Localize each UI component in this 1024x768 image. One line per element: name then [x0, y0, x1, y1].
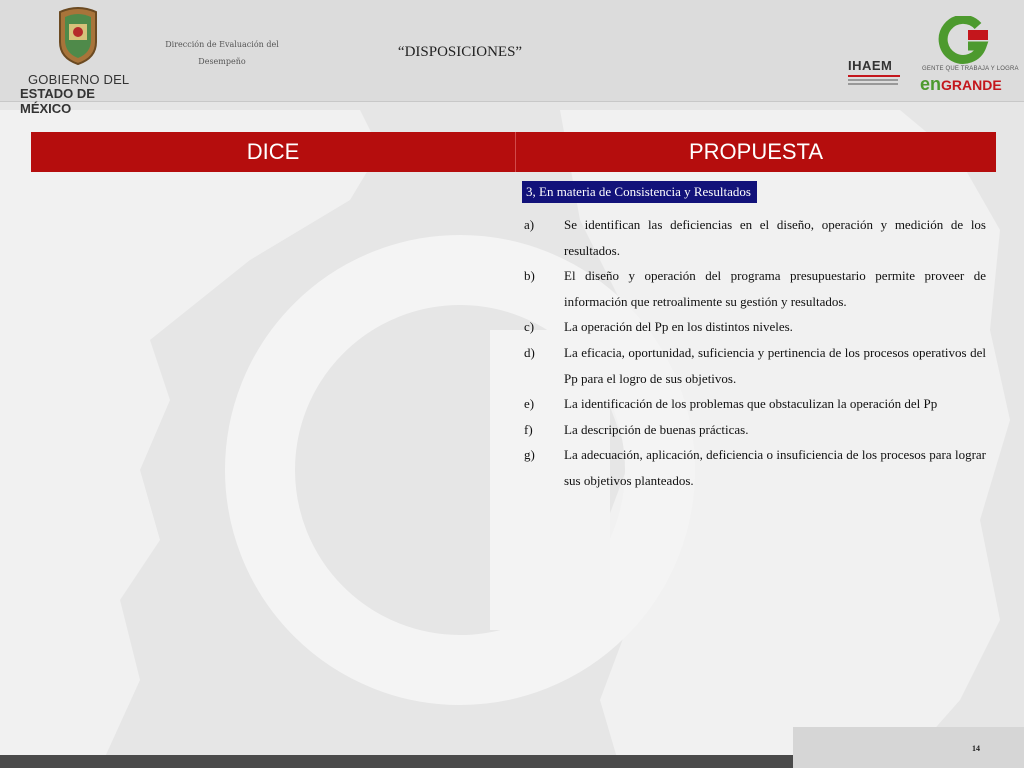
page-number-box — [793, 727, 1024, 768]
item-text: La adecuación, aplicación, deficiencia o insuficiencia de los procesos para lograr sus objetivos planteados. — [564, 447, 986, 488]
engrande-logo — [918, 16, 1018, 96]
ihaem-divider — [848, 75, 900, 77]
comparison-table-header — [31, 132, 996, 172]
item-text: El diseño y operación del programa presupuestario permite proveer de información que retroalimente su gestión y resultados. — [564, 268, 986, 309]
document-title: “DISPOSICIONES” — [397, 44, 523, 60]
item-text: La identificación de los problemas que obstaculizan la operación del Pp — [564, 396, 938, 412]
engrande-tagline: GENTE QUE TRABAJA Y LOGRA — [922, 66, 1019, 72]
government-logo — [8, 6, 148, 116]
list-item — [522, 263, 986, 314]
department-line1: Dirección de Evaluación del — [165, 40, 279, 49]
coat-of-arms-icon — [54, 6, 102, 66]
ihaem-subtitle-line — [848, 83, 898, 85]
gov-name-line2: ESTADO DE MÉXICO — [20, 86, 95, 116]
list-item — [522, 417, 986, 443]
item-text: La operación del Pp en los distintos niveles. — [564, 319, 793, 335]
gov-name-line1: GOBIERNO DEL — [28, 72, 130, 87]
engrande-wordmark — [920, 74, 1002, 95]
item-marker: c) — [524, 319, 535, 335]
item-marker: d) — [524, 344, 535, 360]
engrande-grande: GRANDE — [941, 77, 1002, 93]
item-marker: b) — [524, 268, 535, 284]
department-name — [160, 36, 284, 70]
page-number: 14 — [972, 744, 980, 753]
column-header-propuesta: PROPUESTA — [688, 139, 824, 164]
item-text: Se identifican las deficiencias en el diseño, operación y medición de los resultados. — [564, 217, 986, 258]
ihaem-subtitle-line — [848, 79, 898, 81]
ihaem-name: IHAEM — [848, 58, 893, 73]
list-item — [522, 314, 986, 340]
list-item — [522, 340, 986, 391]
list-item — [522, 442, 986, 493]
item-marker: f) — [524, 421, 533, 437]
list-item — [522, 212, 986, 263]
item-marker: a) — [524, 217, 535, 232]
item-text: La eficacia, oportunidad, suficiencia y pertinencia de los procesos operativos del Pp para el logro de sus objetivos. — [564, 344, 986, 386]
header-bar — [0, 0, 1024, 116]
item-text: La descripción de buenas prácticas. — [564, 421, 749, 437]
g-logo-icon — [938, 16, 994, 64]
department-line2: Desempeño — [198, 57, 246, 66]
proposal-list — [522, 212, 986, 494]
list-item — [522, 391, 986, 417]
engrande-en: en — [920, 74, 942, 94]
item-marker: g) — [524, 447, 535, 463]
column-header-dice: DICE — [31, 132, 516, 172]
item-marker: e) — [524, 396, 535, 412]
section-heading: 3, En materia de Consistencia y Resultados — [522, 181, 757, 203]
ihaem-logo — [848, 58, 908, 84]
